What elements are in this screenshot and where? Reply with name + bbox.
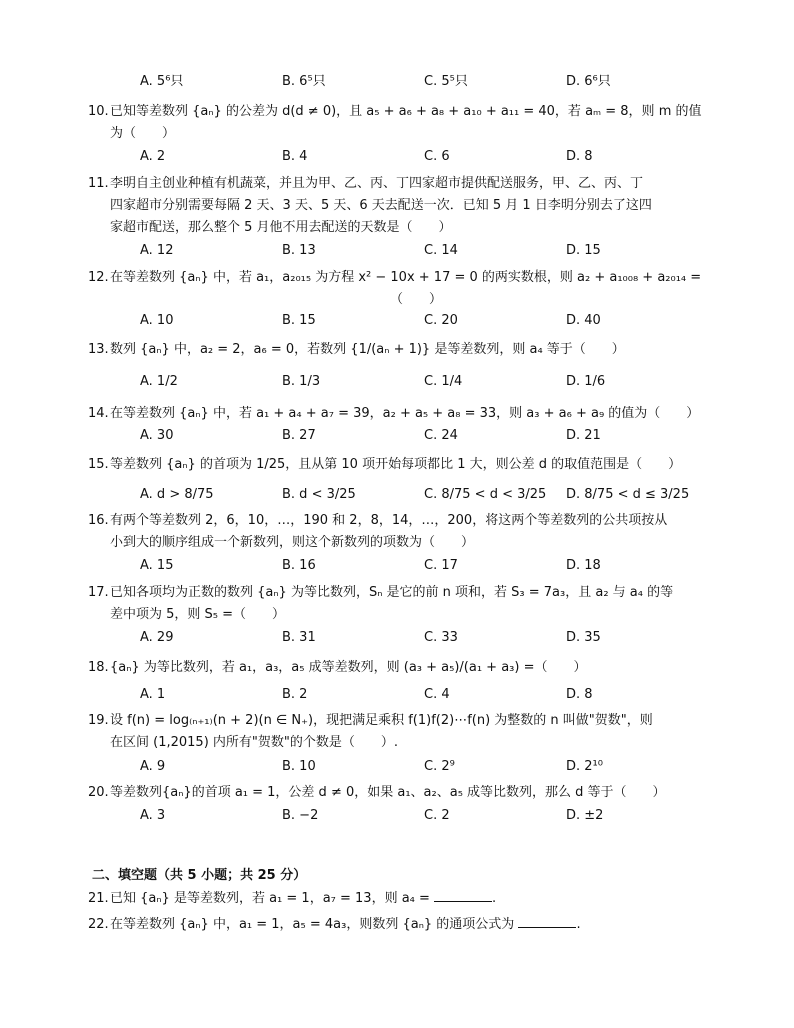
q10-options [140, 147, 660, 167]
question-text-line: 四家超市分别需要每隔 2 天、3 天、5 天、6 天去配送一次．已知 5 月 1 日李明分别去了这四 [110, 198, 652, 213]
option-a: A. 1 [140, 687, 166, 702]
question-number: 12. [88, 270, 109, 285]
question-number: 16. [88, 513, 109, 528]
question-text-line: 差中项为 5，则 S₅ =（ ） [110, 607, 286, 622]
question-number: 18. [88, 660, 109, 675]
question-text-line: 在等差数列 {aₙ} 中，若 a₁，a₂₀₁₅ 为方程 x² − 10x + 17 = 0 的两实数根，则 a₂ + a₁₀₀₈ + a₂₀₁₄ = [110, 270, 702, 285]
option-b: B. 6⁵只 [282, 74, 326, 89]
question-text-line: 小到大的顺序组成一个新数列，则这个新数列的项数为（ ） [110, 535, 475, 550]
option-d: D. 40 [566, 313, 601, 328]
question-10 [88, 101, 710, 145]
option-b: B. 27 [282, 428, 316, 443]
option-a: A. d > 8/75 [140, 487, 214, 502]
option-b: B. −2 [282, 808, 319, 823]
q11-options [140, 241, 660, 261]
option-c: C. 1/4 [424, 374, 463, 389]
q18-options [140, 685, 660, 705]
question-11 [88, 173, 710, 239]
option-c: C. 2 [424, 808, 450, 823]
question-16 [88, 510, 710, 554]
option-b: B. 1/3 [282, 374, 321, 389]
option-d: D. 1/6 [566, 374, 606, 389]
question-text-line: 等差数列 {aₙ} 的首项为 1/25，且从第 10 项开始每项都比 1 大，则公差 d 的取值范围是（ ） [110, 457, 682, 472]
q15-options [140, 485, 690, 505]
question-number: 14. [88, 406, 109, 421]
q12-options [140, 311, 660, 331]
option-a: A. 10 [140, 313, 174, 328]
option-a: A. 15 [140, 558, 174, 573]
option-d: D. 18 [566, 558, 601, 573]
option-c: C. 5⁵只 [424, 74, 468, 89]
option-b: B. d < 3/25 [282, 487, 356, 502]
option-d: D. 15 [566, 243, 601, 258]
option-a: A. 2 [140, 149, 166, 164]
question-number: 22. [88, 917, 109, 932]
option-c: C. 6 [424, 149, 450, 164]
q19-options [140, 757, 660, 777]
question-text-line: 已知等差数列 {aₙ} 的公差为 d(d ≠ 0)，且 a₅ + a₆ + a₈ + a₁₀ + a₁₁ = 40，若 aₘ = 8，则 m 的值 [110, 104, 702, 119]
q13-options [140, 372, 660, 392]
question-number: 17. [88, 585, 109, 600]
option-a: A. 12 [140, 243, 174, 258]
question-13 [88, 339, 710, 361]
option-b: B. 31 [282, 630, 316, 645]
question-22 [88, 914, 710, 936]
option-b: B. 2 [282, 687, 308, 702]
option-d: D. 8/75 < d ≤ 3/25 [566, 487, 690, 502]
option-c: C. 17 [424, 558, 458, 573]
option-a: A. 5⁶只 [140, 74, 184, 89]
question-number: 13. [88, 342, 109, 357]
option-c: C. 24 [424, 428, 458, 443]
question-text-line: （ ） [390, 292, 443, 307]
question-text-line: 在区间 (1,2015) 内所有"贺数"的个数是（ ）. [110, 735, 398, 750]
option-a: A. 9 [140, 759, 166, 774]
option-b: B. 4 [282, 149, 308, 164]
option-c: C. 8/75 < d < 3/25 [424, 487, 547, 502]
option-b: B. 15 [282, 313, 316, 328]
question-text-line: 已知 {aₙ} 是等差数列，若 a₁ = 1，a₇ = 13，则 a₄ = [110, 891, 430, 906]
question-tail: . [576, 917, 581, 932]
question-text-line: 为（ ） [110, 126, 176, 141]
question-text-line: 等差数列{aₙ}的首项 a₁ = 1，公差 d ≠ 0，如果 a₁、a₂、a₅ 成等比数列，那么 d 等于（ ） [110, 785, 666, 800]
question-17 [88, 582, 710, 626]
answer-blank [434, 889, 492, 902]
option-a: A. 30 [140, 428, 174, 443]
question-12 [88, 267, 710, 311]
option-a: A. 29 [140, 630, 174, 645]
question-14 [88, 403, 710, 425]
question-number: 19. [88, 713, 109, 728]
question-18 [88, 657, 710, 679]
option-c: C. 2⁹ [424, 759, 455, 774]
question-text-line: 已知各项均为正数的数列 {aₙ} 为等比数列，Sₙ 是它的前 n 项和，若 S₃ = 7a₃，且 a₂ 与 a₄ 的等 [110, 585, 674, 600]
option-c: C. 20 [424, 313, 458, 328]
option-d: D. 8 [566, 687, 593, 702]
option-d: D. 21 [566, 428, 601, 443]
question-text-line: {aₙ} 为等比数列，若 a₁，a₃，a₅ 成等差数列，则 (a₃ + a₅)/(a₁ + a₃) =（ ） [110, 660, 587, 675]
option-b: B. 16 [282, 558, 316, 573]
option-d: D. 35 [566, 630, 601, 645]
q16-options [140, 556, 660, 576]
q17-options [140, 628, 660, 648]
question-15 [88, 454, 710, 476]
question-21 [88, 888, 710, 910]
question-number: 15. [88, 457, 109, 472]
q20-options [140, 806, 660, 826]
option-d: D. ±2 [566, 808, 604, 823]
question-text-line: 数列 {aₙ} 中，a₂ = 2，a₆ = 0，若数列 {1/(aₙ + 1)} 是等差数列，则 a₄ 等于（ ） [110, 342, 625, 357]
option-d: D. 6⁶只 [566, 74, 611, 89]
question-19 [88, 710, 710, 754]
question-number: 10. [88, 104, 109, 119]
question-text-line: 设 f(n) = log₍ₙ₊₁₎(n + 2)(n ∈ N₊)，现把满足乘积 f(1)f(2)⋯f(n) 为整数的 n 叫做"贺数"，则 [110, 713, 653, 728]
option-a: A. 3 [140, 808, 166, 823]
option-d: D. 2¹⁰ [566, 759, 603, 774]
q14-options [140, 426, 660, 446]
question-20 [88, 782, 710, 804]
option-c: C. 33 [424, 630, 458, 645]
option-b: B. 13 [282, 243, 316, 258]
question-tail: . [492, 891, 497, 906]
question-text-line: 在等差数列 {aₙ} 中，a₁ = 1，a₅ = 4a₃，则数列 {aₙ} 的通项公式为 [110, 917, 515, 932]
question-text-line: 有两个等差数列 2，6，10，…，190 和 2，8，14，…，200，将这两个等差数列的公共项按从 [110, 513, 668, 528]
question-text-line: 在等差数列 {aₙ} 中，若 a₁ + a₄ + a₇ = 39，a₂ + a₅ + a₈ = 33，则 a₃ + a₆ + a₉ 的值为（ ） [110, 406, 700, 421]
question-text-line: 李明自主创业种植有机蔬菜，并且为甲、乙、丙、丁四家超市提供配送服务，甲、乙、丙、丁 [110, 176, 644, 191]
question-number: 11. [88, 176, 109, 191]
question-number: 21. [88, 891, 109, 906]
option-a: A. 1/2 [140, 374, 178, 389]
option-c: C. 4 [424, 687, 450, 702]
question-number: 20. [88, 785, 109, 800]
option-d: D. 8 [566, 149, 593, 164]
q9-options [140, 72, 660, 92]
answer-blank [518, 915, 576, 928]
question-text-line: 家超市配送，那么整个 5 月他不用去配送的天数是（ ） [110, 220, 452, 235]
option-c: C. 14 [424, 243, 458, 258]
option-b: B. 10 [282, 759, 316, 774]
section-title: 二、填空题（共 5 小题；共 25 分） [92, 868, 307, 883]
